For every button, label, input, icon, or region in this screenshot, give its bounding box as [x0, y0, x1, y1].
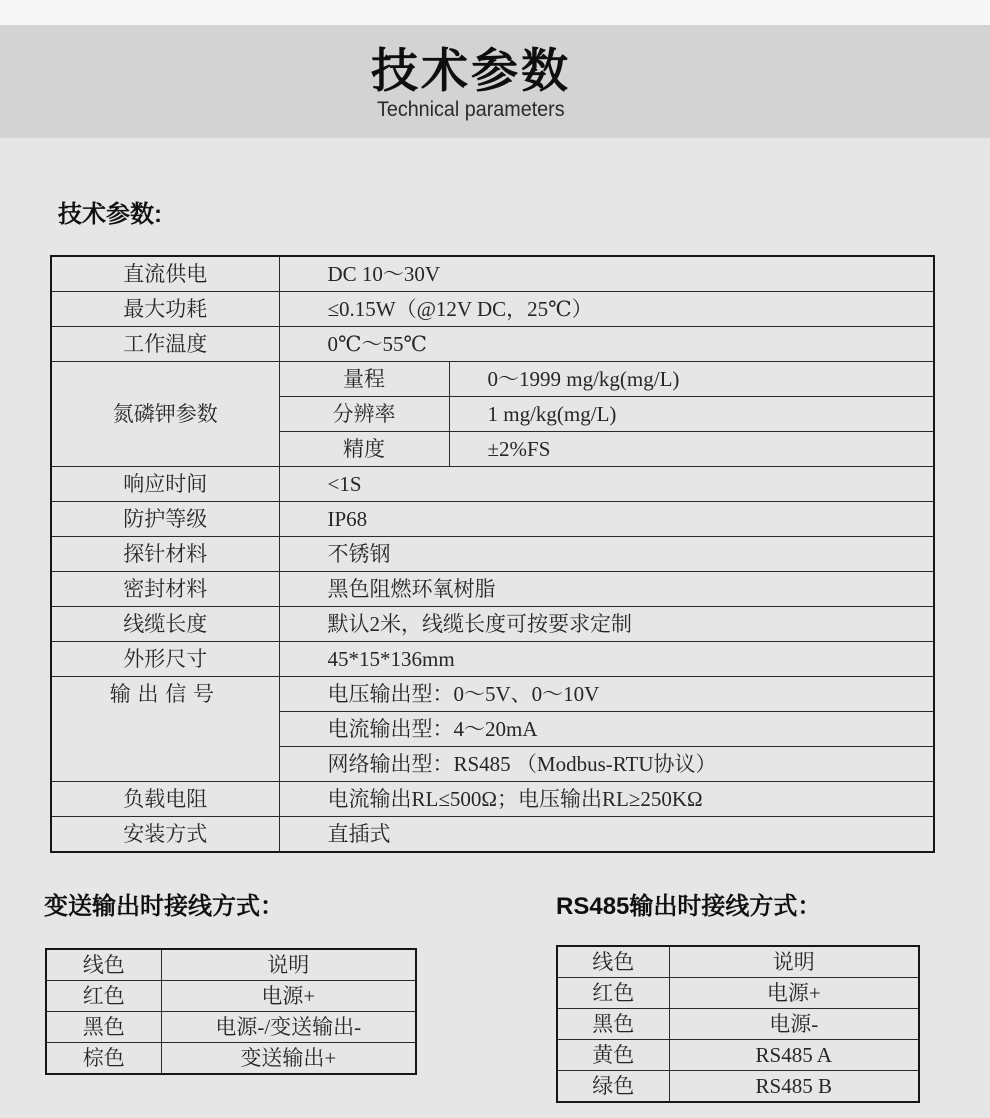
wire-desc-cell: 电源-: [669, 1009, 919, 1040]
spec-value: 电流输出RL≤500Ω；电压输出RL≥250KΩ: [279, 782, 934, 817]
wire-color-cell: 黄色: [557, 1040, 669, 1071]
section-title: 技术参数:: [58, 201, 162, 228]
spec-row: [51, 467, 934, 502]
spec-row: [51, 292, 934, 327]
spec-row: [51, 362, 934, 397]
spec-row: [51, 677, 934, 712]
spec-row: [51, 256, 934, 292]
wire-color-cell: 黑色: [46, 1012, 161, 1043]
wire-desc-cell: 变送输出+: [161, 1043, 416, 1075]
spec-row: [51, 817, 934, 853]
spec-label: 探针材料: [51, 537, 279, 572]
top-strip: [0, 0, 990, 25]
wire-desc-cell: RS485 B: [669, 1071, 919, 1103]
wiring-left-title: 变送输出时接线方式：: [44, 893, 284, 920]
spec-row: [51, 607, 934, 642]
spec-row: [51, 537, 934, 572]
wire-color-cell: 棕色: [46, 1043, 161, 1075]
spec-value: 黑色阻燃环氧树脂: [279, 572, 934, 607]
spec-sublabel: 精度: [279, 432, 449, 467]
wiring-row: [46, 1012, 416, 1043]
spec-label: 线缆长度: [51, 607, 279, 642]
spec-value: 45*15*136mm: [279, 642, 934, 677]
spec-value: 直插式: [279, 817, 934, 853]
spec-subvalue: ±2%FS: [449, 432, 934, 467]
spec-label-npk: 氮磷钾参数: [51, 362, 279, 467]
spec-row: [51, 642, 934, 677]
spec-label: 响应时间: [51, 467, 279, 502]
spec-value: <1S: [279, 467, 934, 502]
spec-subvalue: 1 mg/kg(mg/L): [449, 397, 934, 432]
wiring-header-row: [46, 949, 416, 981]
spec-row: [51, 327, 934, 362]
spec-label-output: 输出信号: [51, 677, 279, 782]
spec-label: 防护等级: [51, 502, 279, 537]
wiring-row: [557, 1009, 919, 1040]
wire-color-cell: 绿色: [557, 1071, 669, 1103]
wire-color-cell: 黑色: [557, 1009, 669, 1040]
spec-value: 0℃～55℃: [279, 327, 934, 362]
spec-label: 直流供电: [51, 256, 279, 292]
wiring-right-title: RS485输出时接线方式：: [556, 893, 822, 920]
wiring-row: [557, 1040, 919, 1071]
spec-value: ≤0.15W（@12V DC，25℃）: [279, 292, 934, 327]
spec-label: 安装方式: [51, 817, 279, 853]
wiring-row: [46, 981, 416, 1012]
wiring-row: [46, 1043, 416, 1075]
spec-label: 外形尺寸: [51, 642, 279, 677]
spec-value: 网络输出型：RS485 （Modbus-RTU协议）: [279, 747, 934, 782]
spec-row: [51, 502, 934, 537]
spec-value: IP68: [279, 502, 934, 537]
spec-label: 最大功耗: [51, 292, 279, 327]
spec-subvalue: 0～1999 mg/kg(mg/L): [449, 362, 934, 397]
wire-color-cell: 红色: [46, 981, 161, 1012]
spec-value: 电流输出型：4～20mA: [279, 712, 934, 747]
wiring-left-table: [45, 948, 417, 1075]
wire-desc-header: 说明: [161, 949, 416, 981]
spec-label: 工作温度: [51, 327, 279, 362]
spec-sublabel: 分辨率: [279, 397, 449, 432]
wire-desc-header: 说明: [669, 946, 919, 978]
spec-table: [50, 255, 935, 853]
spec-row: [51, 782, 934, 817]
spec-label: 负载电阻: [51, 782, 279, 817]
header-band: [0, 25, 990, 138]
spec-row: [51, 572, 934, 607]
wiring-right-table: [556, 945, 920, 1103]
spec-value: 电压输出型：0～5V、0～10V: [279, 677, 934, 712]
wire-desc-cell: 电源+: [161, 981, 416, 1012]
wire-color-header: 线色: [557, 946, 669, 978]
wire-desc-cell: 电源-/变送输出-: [161, 1012, 416, 1043]
page-title: 技术参数: [371, 43, 571, 97]
page-subtitle: Technical parameters: [377, 97, 565, 121]
wire-desc-cell: RS485 A: [669, 1040, 919, 1071]
wire-color-cell: 红色: [557, 978, 669, 1009]
spec-sublabel: 量程: [279, 362, 449, 397]
spec-value: DC 10～30V: [279, 256, 934, 292]
spec-label: 密封材料: [51, 572, 279, 607]
wire-color-header: 线色: [46, 949, 161, 981]
spec-value: 默认2米，线缆长度可按要求定制: [279, 607, 934, 642]
spec-value: 不锈钢: [279, 537, 934, 572]
wiring-row: [557, 1071, 919, 1103]
wire-desc-cell: 电源+: [669, 978, 919, 1009]
wiring-row: [557, 978, 919, 1009]
header-inner: [0, 25, 966, 138]
wiring-header-row: [557, 946, 919, 978]
